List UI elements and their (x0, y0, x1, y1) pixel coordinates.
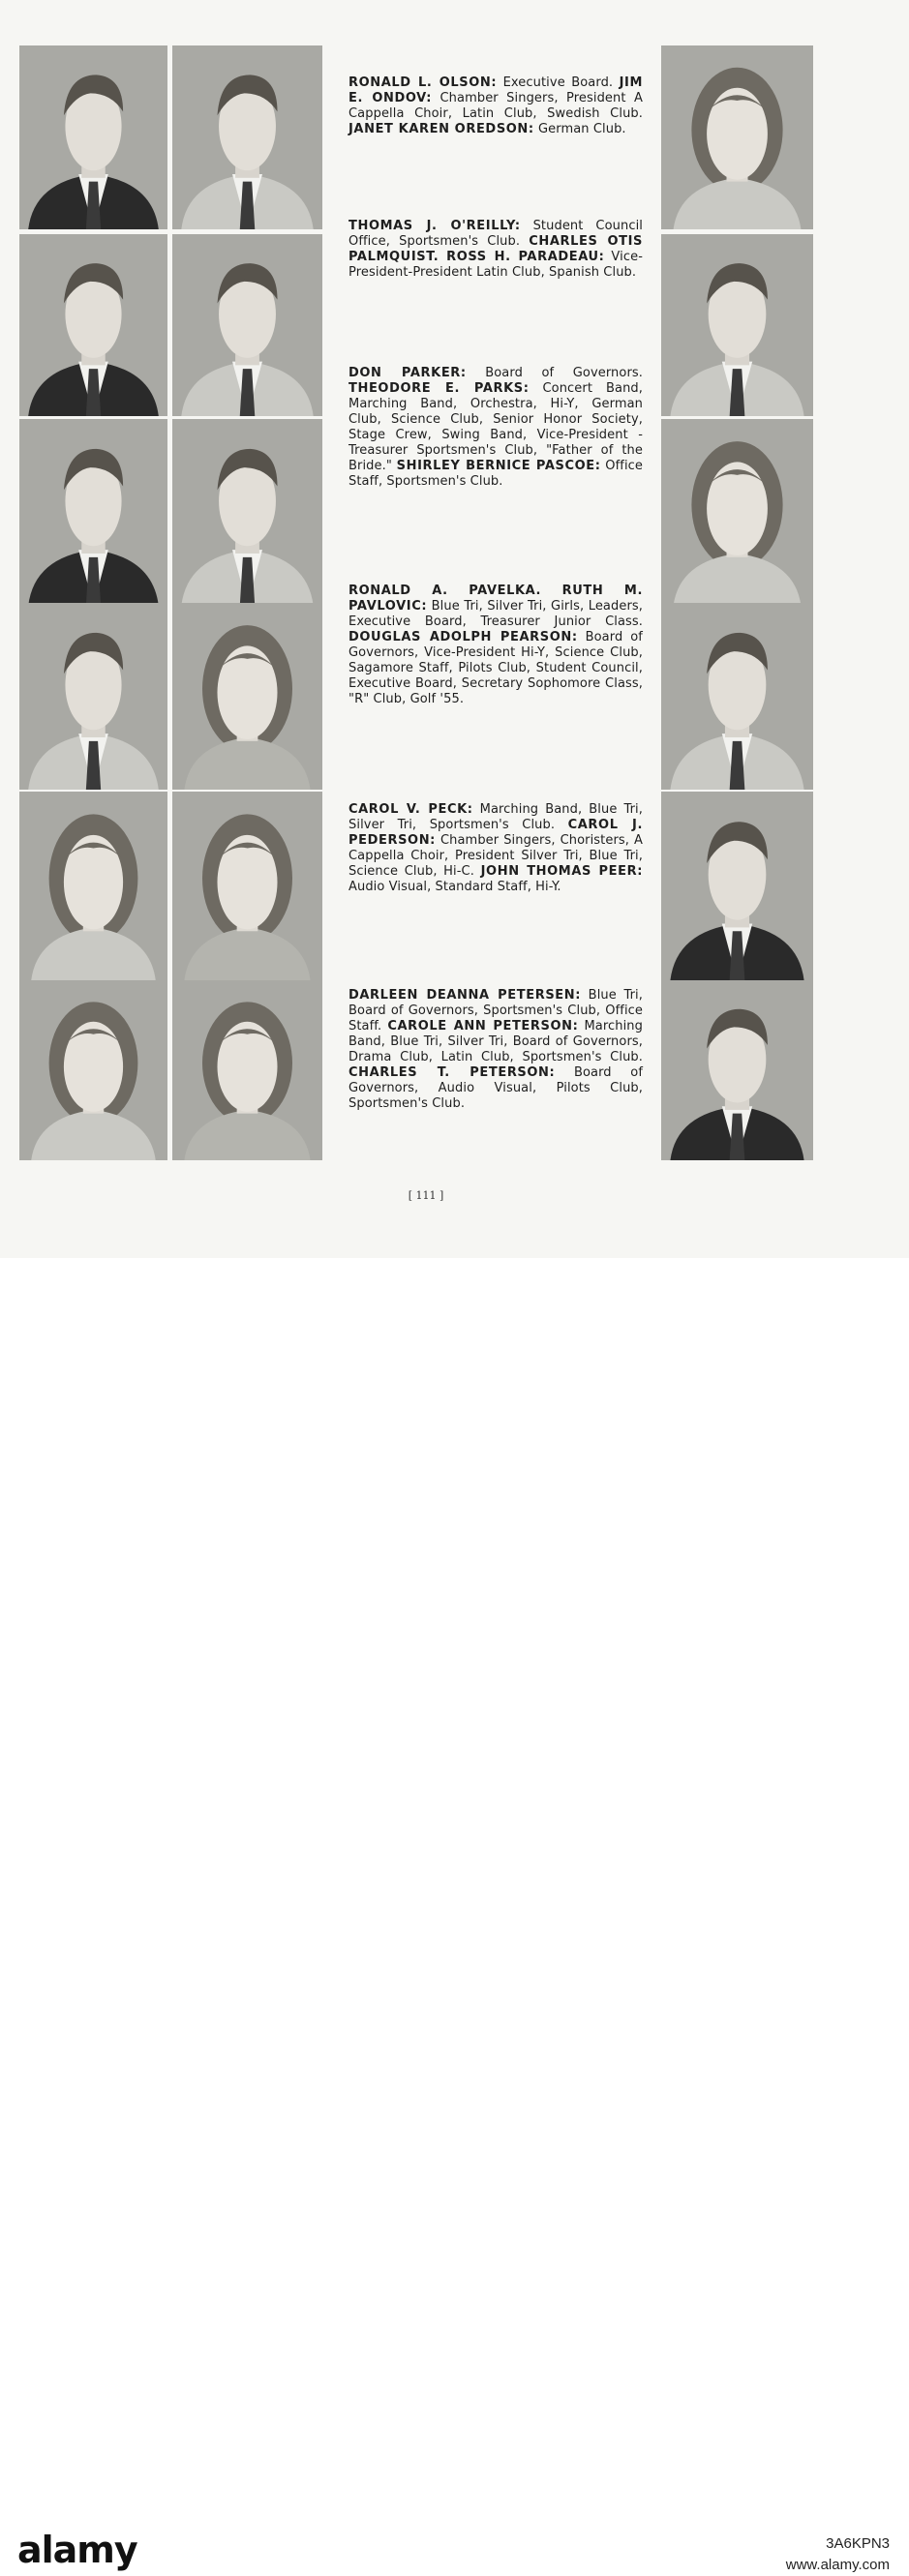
activities-text: Chamber Singers, President A Cappella Choir, Latin Club, Swedish Club. (348, 91, 643, 121)
student-name: DON PARKER: (348, 366, 467, 380)
activities-text: Blue Tri, Silver Tri, Girls, Leaders, Executive Board, Treasurer Junior Class. (348, 599, 643, 629)
activities-text: Marching Band, Blue Tri, Silver Tri, Sportsmen's Club. (348, 802, 643, 832)
portrait-carol-pederson (172, 792, 322, 980)
caption-block-1 (348, 75, 643, 137)
student-name: CHARLES T. PETERSON: (348, 1065, 556, 1080)
student-name: THOMAS J. O'REILLY: (348, 219, 521, 233)
portrait-darleen-petersen (19, 980, 167, 1160)
image-id: 3A6KPN3 (826, 2535, 890, 2552)
student-name: JOHN THOMAS PEER: (480, 864, 643, 879)
activities-text: Board of Governors, Vice-President Hi-Y, Science Club, Sagamore Staff, Pilots Club, Student Council, Executive Board, Secretary Sophomore Class, "R" Club, Golf '55. (348, 630, 643, 706)
yearbook-page (0, 0, 909, 1258)
activities-text: Audio Visual, Standard Staff, Hi-Y. (348, 880, 561, 894)
caption-block-5 (348, 802, 643, 895)
watermark-footer (0, 1258, 909, 2573)
portrait-douglas-pearson (661, 603, 813, 790)
portrait-jim-ondov (172, 45, 322, 229)
activities-text: Concert Band, Marching Band, Orchestra, Hi-Y, German Club, Science Club, Senior Honor Society, Stage Crew, Swing Band, Vice-President - Treasurer Sportsmen's Club, "Father of the Bride." (348, 381, 643, 473)
stock-id (786, 2533, 890, 2576)
student-name: RONALD L. OLSON: (348, 75, 498, 90)
student-name: JANET KAREN OREDSON: (348, 122, 534, 136)
page-number: [ 111 ] (408, 1189, 444, 1202)
portrait-thomas-oreilly (19, 234, 167, 416)
activities-text: Board of Governors, Audio Visual, Pilots Club, Sportsmen's Club. (348, 1065, 643, 1111)
student-name: CAROL V. PECK: (348, 802, 473, 817)
portrait-john-peer (661, 792, 813, 980)
student-name: DOUGLAS ADOLPH PEARSON: (348, 630, 578, 644)
portrait-ruth-pavlovic (172, 603, 322, 790)
portrait-don-parker (19, 419, 167, 606)
portrait-carol-peck (19, 792, 167, 980)
student-name: CHARLES OTIS PALMQUIST. ROSS H. PARADEAU: (348, 234, 643, 264)
portrait-shirley-pascoe (661, 419, 813, 606)
activities-text: Board of Governors. (466, 366, 643, 380)
portrait-ronald-olson (19, 45, 167, 229)
activities-text: Chamber Singers, Choristers, A Cappella Choir, President Silver Tri, Blue Tri, Science Club, Hi-C. (348, 833, 643, 879)
activities-text: Vice-President-President Latin Club, Spanish Club. (348, 250, 643, 280)
portrait-janet-oredson (661, 45, 813, 229)
student-name: CAROLE ANN PETERSON: (387, 1019, 579, 1033)
student-name: THEODORE E. PARKS: (348, 381, 530, 396)
caption-block-2 (348, 219, 643, 281)
student-name: CAROL J. PEDERSON: (348, 818, 643, 848)
caption-block-6 (348, 988, 643, 1112)
portrait-charles-peterson (661, 980, 813, 1160)
activities-text: German Club. (533, 122, 626, 136)
site-url: www.alamy.com (785, 2557, 890, 2573)
portrait-charles-palmquist (172, 234, 322, 416)
portrait-theodore-parks (172, 419, 322, 606)
activities-text: Blue Tri, Board of Governors, Sportsmen's Club, Office Staff. (348, 988, 643, 1033)
student-name: JIM E. ONDOV: (348, 75, 643, 105)
activities-text: Executive Board. (497, 75, 620, 90)
caption-block-3 (348, 366, 643, 490)
student-name: SHIRLEY BERNICE PASCOE: (396, 459, 601, 473)
caption-block-4 (348, 584, 643, 707)
student-name: RONALD A. PAVELKA. RUTH M. PAVLOVIC: (348, 584, 643, 614)
portrait-ross-paradeau (661, 234, 813, 416)
alamy-logo: alamy (17, 2529, 137, 2571)
activities-text: Marching Band, Blue Tri, Silver Tri, Board of Governors, Drama Club, Latin Club, Sportsmen's Club. (348, 1019, 643, 1064)
activities-text: Office Staff, Sportsmen's Club. (348, 459, 644, 489)
portrait-carole-peterson (172, 980, 322, 1160)
activities-text: Student Council Office, Sportsmen's Club. (348, 219, 643, 249)
portrait-ronald-pavelka (19, 603, 167, 790)
student-name: DARLEEN DEANNA PETERSEN: (348, 988, 582, 1003)
